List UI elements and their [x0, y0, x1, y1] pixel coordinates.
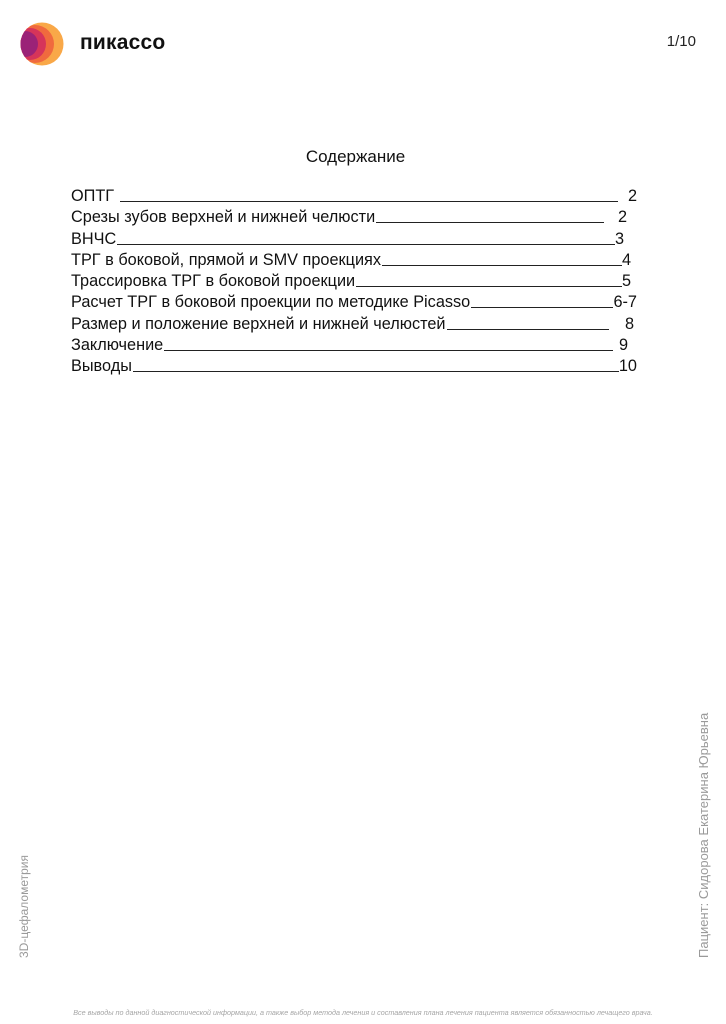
page-number: 1/10	[666, 33, 696, 50]
toc-item-page: 4	[621, 250, 631, 269]
side-label-report-type: 3D-цефалометрия	[17, 854, 31, 958]
toc-item[interactable]	[71, 208, 637, 229]
toc-item[interactable]	[71, 187, 637, 208]
toc-item-page: 5	[621, 272, 631, 291]
toc-item-label: Трассировка ТРГ в боковой проекции	[71, 272, 356, 291]
brand-name: пикассо	[80, 31, 166, 54]
toc-item[interactable]	[71, 251, 637, 272]
toc-item-page: 9	[618, 336, 628, 355]
toc-item[interactable]	[71, 357, 637, 378]
toc-item-label: ВНЧС	[71, 229, 117, 248]
toc-leader-line	[382, 265, 622, 266]
toc-item-page: 2	[627, 187, 637, 205]
toc-title: Содержание	[305, 147, 406, 166]
toc-item[interactable]	[71, 272, 637, 293]
side-label-patient: Пациент: Сидорова Екатерина Юрьевна	[696, 712, 711, 958]
toc-leader-line	[133, 371, 619, 372]
toc-item-label: Размер и положение верхней и нижней челюстей	[71, 314, 446, 333]
toc-item[interactable]	[71, 336, 637, 357]
toc-item[interactable]	[71, 293, 637, 314]
toc-item-page: 10	[618, 357, 637, 376]
toc-leader-line	[164, 350, 613, 351]
toc-item[interactable]	[71, 315, 637, 336]
footer-disclaimer: Все выводы по данной диагностической информации, а также выбор метода лечения и составления плана лечения пациента является обязанностью лечащего врача.	[73, 1008, 653, 1017]
toc-item-label: ОПТГ	[71, 187, 115, 205]
toc-item-page: 3	[614, 229, 624, 248]
toc-leader-line	[376, 222, 604, 223]
toc-item-page: 8	[624, 314, 634, 333]
toc-item-label: Заключение	[71, 336, 164, 355]
picasso-logo-icon	[20, 22, 68, 66]
toc-item-page: 6-7	[613, 293, 637, 312]
toc-leader-line	[471, 307, 613, 308]
table-of-contents	[71, 187, 637, 379]
toc-leader-line	[356, 286, 622, 287]
toc-item-label: Выводы	[71, 357, 132, 376]
toc-item[interactable]	[71, 230, 637, 251]
toc-item-label: ТРГ в боковой, прямой и SMV проекциях	[71, 250, 381, 269]
toc-leader-line	[447, 329, 609, 330]
toc-leader-line	[117, 244, 615, 245]
toc-item-label: Срезы зубов верхней и нижней челюсти	[71, 208, 376, 227]
toc-item-label: Расчет ТРГ в боковой проекции по методике Picasso	[71, 293, 471, 312]
toc-item-page: 2	[617, 208, 627, 227]
toc-leader-line	[120, 201, 618, 202]
